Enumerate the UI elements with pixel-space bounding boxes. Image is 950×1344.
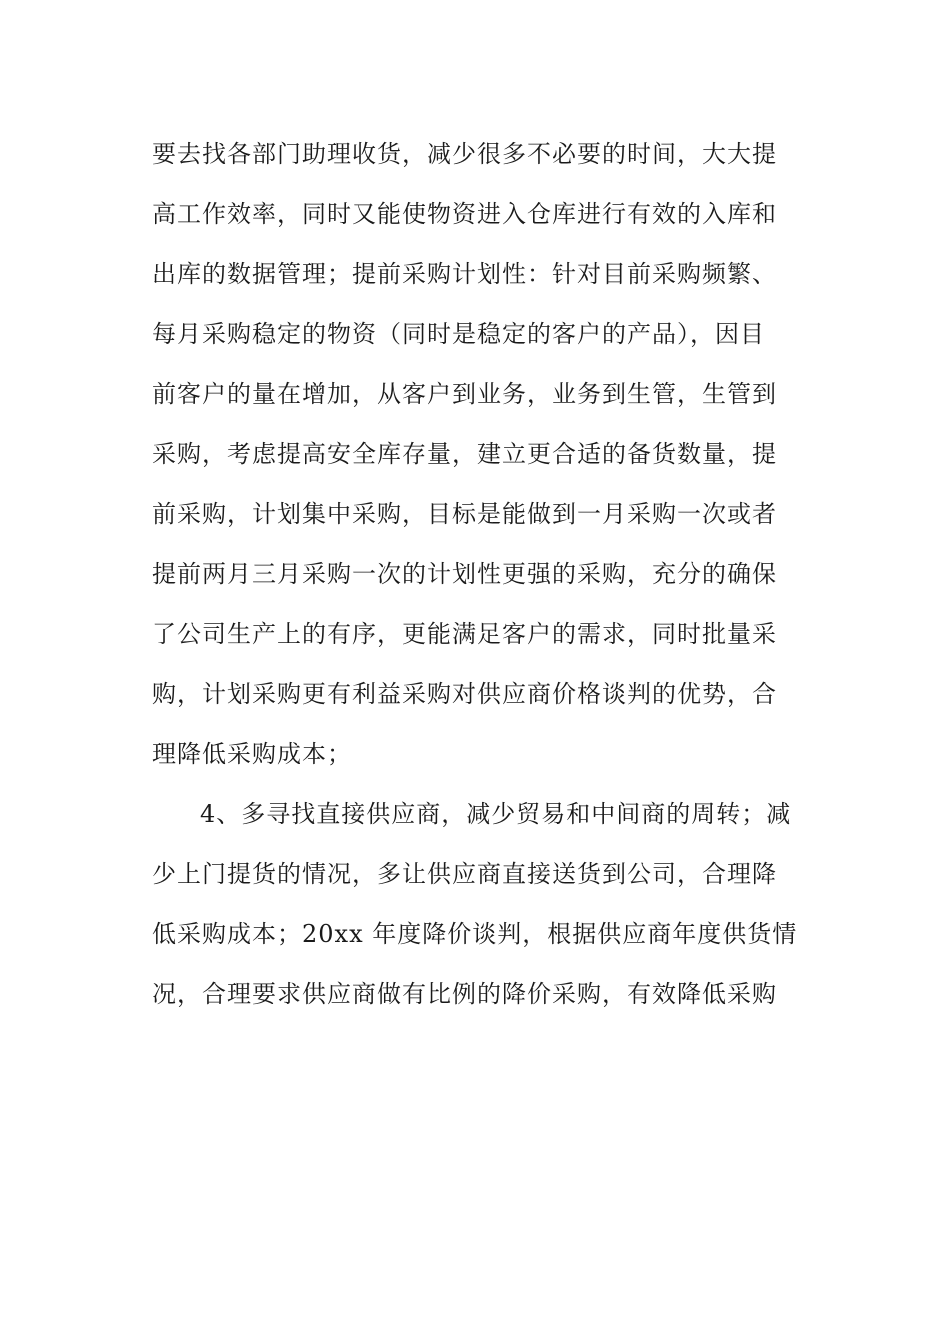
text-line: 理降低采购成本；: [152, 740, 352, 768]
text-line: 少上门提货的情况，多让供应商直接送货到公司，合理降: [152, 860, 777, 888]
text-line: 购，计划采购更有利益采购对供应商价格谈判的优势，合: [152, 680, 777, 708]
text-line: 提前两月三月采购一次的计划性更强的采购，充分的确保: [152, 560, 777, 588]
text-line: 前采购，计划集中采购，目标是能做到一月采购一次或者: [152, 500, 777, 528]
text-line: 每月采购稳定的物资（同时是稳定的客户的产品），因目: [152, 320, 765, 348]
text-line: 高工作效率，同时又能使物资进入仓库进行有效的入库和: [152, 200, 777, 228]
text-line: 了公司生产上的有序，更能满足客户的需求，同时批量采: [152, 620, 777, 648]
body-text: [152, 128, 812, 1028]
text-line: 低采购成本；20xx 年度降价谈判，根据供应商年度供货情: [152, 920, 798, 948]
text-line: 况，合理要求供应商做有比例的降价采购，有效降低采购: [152, 980, 777, 1008]
text-line: 4、多寻找直接供应商，减少贸易和中间商的周转；减: [200, 800, 792, 828]
text-line: 要去找各部门助理收货，减少很多不必要的时间，大大提: [152, 140, 777, 168]
text-line: 出库的数据管理；提前采购计划性：针对目前采购频繁、: [152, 260, 777, 288]
text-line: 前客户的量在增加，从客户到业务，业务到生管，生管到: [152, 380, 777, 408]
text-line: 采购，考虑提高安全库存量，建立更合适的备货数量，提: [152, 440, 777, 468]
